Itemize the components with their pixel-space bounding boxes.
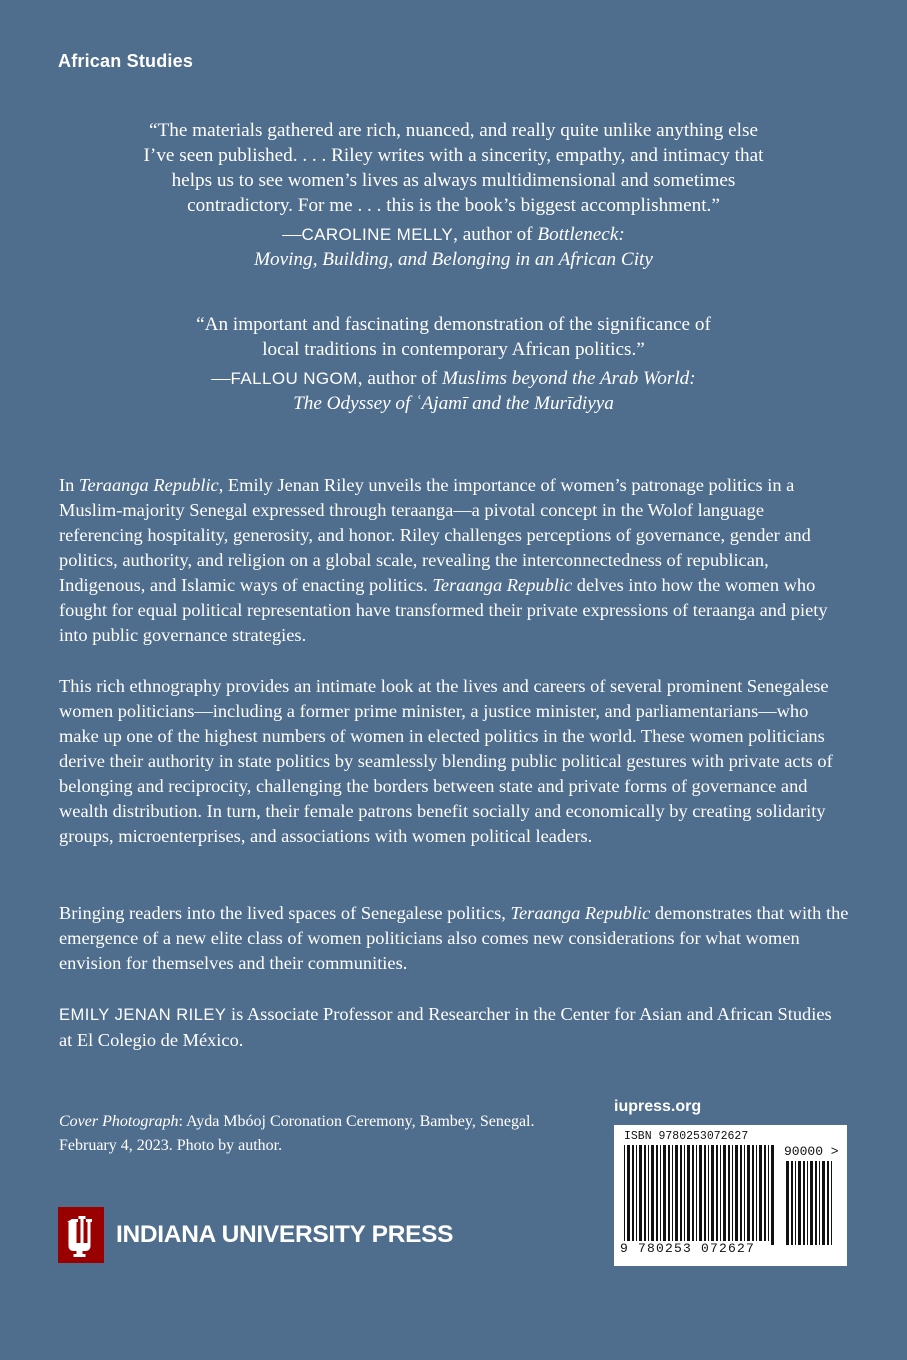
blurb-1: [60, 118, 847, 272]
blurb-2-role: , author of: [357, 368, 442, 389]
barcode-bar: [822, 1161, 825, 1245]
barcode-bar: [668, 1145, 670, 1245]
blurb-1-dash: —: [282, 224, 302, 245]
barcode-bar: [810, 1161, 813, 1245]
p3-lead: Bringing readers into the lived spaces of Senegalese politics,: [59, 903, 511, 923]
barcode-bar: [747, 1145, 750, 1245]
isbn-label: ISBN 9780253072627: [624, 1130, 749, 1143]
description-paragraph-3: [59, 901, 849, 976]
publisher-name: INDIANA UNIVERSITY PRESS: [116, 1221, 454, 1248]
barcode-bar: [768, 1145, 769, 1245]
p1-body: , Emily Jenan Riley unveils the importance of women’s patronage politics in a Muslim-majority Senegal expressed through teraanga—a pivotal concept in the Wolof language referencing hospitality, generosity, and honor. Riley challenges perceptions of governance, gender and politics, authority, and religion on a global scale, revealing the interconnectedness of republican, Indigenous, and Islamic ways of enacting politics.: [59, 475, 811, 595]
barcode-bar: [704, 1145, 706, 1245]
barcode-bar: [771, 1145, 774, 1245]
barcode-bar: [764, 1145, 766, 1245]
author-bio: [59, 1002, 849, 1053]
barcode-bar: [728, 1145, 730, 1245]
cover-credit-line-1: : Ayda Mbóoj Coronation Ceremony, Bambey, Senegal.: [178, 1113, 535, 1130]
barcode-bar: [692, 1145, 694, 1245]
blurb-2-attribution: [60, 366, 847, 416]
isbn-digits: 9 780253 072627: [620, 1241, 770, 1256]
barcode-bar: [636, 1145, 637, 1245]
barcode-bar: [807, 1161, 808, 1245]
barcode-bar: [711, 1145, 714, 1245]
barcode-bar: [752, 1145, 754, 1245]
barcode-bar: [639, 1145, 642, 1245]
barcode-bar: [656, 1145, 658, 1245]
cover-credit-line-2: February 4, 2023. Photo by author.: [59, 1137, 283, 1154]
barcode-bar: [672, 1145, 673, 1245]
isbn-barcode: [614, 1125, 847, 1266]
barcode-bar: [696, 1145, 697, 1245]
barcode-bar: [827, 1161, 829, 1245]
blurb-2-line-1: “An important and fascinating demonstration of the significance of: [196, 314, 711, 335]
barcode-bar: [675, 1145, 678, 1245]
barcode-bar: [735, 1145, 738, 1245]
barcode-bar: [660, 1145, 661, 1245]
barcode-bar: [791, 1161, 793, 1245]
publisher-block: [58, 1207, 453, 1263]
blurb-2-author: FALLOU NGOM: [230, 369, 358, 388]
barcode-bar: [744, 1145, 745, 1245]
blurb-1-line-2: I’ve seen published. . . . Riley writes with a sincerity, empathy, and intimacy that: [143, 145, 764, 166]
p1-lead: In: [59, 475, 79, 495]
description-paragraph-2: This rich ethnography provides an intimate look at the lives and careers of several prominent Senegalese women politicians—including a former prime minister, a justice minister, and parliamentarians—who make up one of the highest numbers of women in elected politics in the world. These women politicians derive their authority in state politics by seamlessly blending public political gestures with private acts of belonging and reciprocity, challenging the borders between state and private forms of governance and wealth distribution. In turn, their female patrons benefit socially and economically by creating solidarity groups, microenterprises, and associations with women political leaders.: [59, 676, 833, 846]
barcode-bar: [644, 1145, 646, 1245]
blurb-1-line-3: helps us to see women’s lives as always multidimensional and sometimes: [171, 170, 736, 191]
iu-trident-logo-icon: [58, 1207, 104, 1263]
p3-tail: demonstrates that with the emergence of a new elite class of women politicians also comes new considerations for what women envision for themselves and their communities.: [59, 903, 849, 973]
barcode-bar: [663, 1145, 666, 1245]
barcode-bar: [680, 1145, 682, 1245]
barcode-bar: [803, 1161, 805, 1245]
p3-book-title: Teraanga Republic: [510, 903, 651, 923]
cover-credit-label: Cover Photograph: [59, 1113, 179, 1130]
barcode-bar: [723, 1145, 726, 1245]
author-bio-name: EMILY JENAN RILEY: [59, 1006, 227, 1024]
barcode-bar: [815, 1161, 817, 1245]
barcode-bar: [786, 1161, 789, 1245]
p1-book-title: Teraanga Republic: [78, 475, 219, 495]
blurb-1-line-4: contradictory. For me . . . this is the book’s biggest accomplishment.”: [187, 195, 720, 216]
blurb-2-work-line-1: Muslims beyond the Arab World:: [441, 368, 696, 389]
barcode-bar: [632, 1145, 634, 1245]
blurb-1-role: , author of: [453, 224, 538, 245]
barcode-bar: [624, 1145, 625, 1245]
p1-tail: delves into how the women who fought for equal political representation have transformed their private expressions of teraanga and piety into public governance strategies.: [59, 575, 828, 645]
barcode-bar: [720, 1145, 721, 1245]
barcode-bar: [651, 1145, 654, 1245]
barcode-bar: [795, 1161, 796, 1245]
blurb-2-line-2: local traditions in contemporary African politics.”: [262, 339, 645, 360]
blurb-1-attribution: [60, 222, 847, 272]
barcode-bar: [687, 1145, 690, 1245]
barcode-bar: [716, 1145, 718, 1245]
blurb-1-quote: [60, 118, 847, 218]
barcode-bar: [819, 1161, 820, 1245]
ean13-bars: [624, 1145, 774, 1245]
barcode-bar: [648, 1145, 649, 1245]
blurb-1-author: CAROLINE MELLY: [301, 225, 454, 244]
barcode-bar: [699, 1145, 702, 1245]
price-code: 90000 >: [784, 1144, 839, 1159]
blurb-2: [60, 312, 847, 416]
author-bio-text: is Associate Professor and Researcher in the Center for Asian and African Studies at El Colegio de México.: [59, 1004, 832, 1050]
barcode-bar: [798, 1161, 801, 1245]
barcode-bar: [740, 1145, 742, 1245]
cover-credit: [59, 1110, 535, 1158]
barcode-bar: [684, 1145, 685, 1245]
category-label: African Studies: [58, 51, 194, 71]
barcode-bar: [732, 1145, 733, 1245]
addon-bars: [786, 1161, 836, 1245]
publisher-website: iupress.org: [614, 1098, 702, 1115]
blurb-1-line-1: “The materials gathered are rich, nuanced, and really quite unlike anything else: [149, 120, 758, 141]
barcode-bar: [759, 1145, 762, 1245]
blurb-2-work-line-2: The Odyssey of ʿAjamī and the Murīdiyya: [293, 393, 614, 414]
blurb-1-work-line-1: Bottleneck:: [537, 224, 625, 245]
description-paragraph-1: [59, 473, 849, 648]
blurb-2-dash: —: [211, 368, 231, 389]
p1-book-title-2: Teraanga Republic: [432, 575, 573, 595]
barcode-bar: [831, 1161, 832, 1245]
blurb-1-work-line-2: Moving, Building, and Belonging in an African City: [254, 249, 653, 270]
barcode-bar: [756, 1145, 757, 1245]
barcode-bar: [708, 1145, 709, 1245]
blurb-2-quote: [60, 312, 847, 362]
barcode-bar: [627, 1145, 630, 1245]
